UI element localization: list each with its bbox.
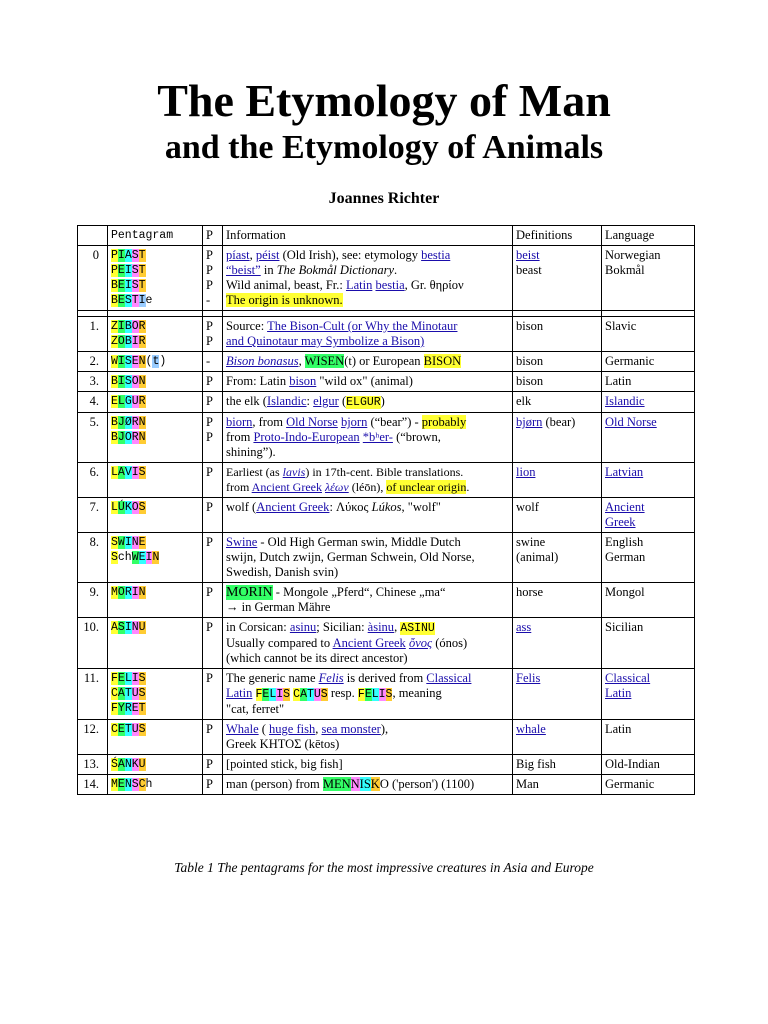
table-row [78, 720, 695, 755]
info-cell: [pointed stick, big fish] [223, 755, 513, 775]
definition-cell: horse [513, 583, 602, 618]
pentagram-cetus: CETUS [111, 723, 146, 736]
pentagram-bjorn-2: BJORN [111, 431, 146, 444]
link-felis[interactable]: Felis [318, 671, 344, 685]
pentagram-zobir: ZOBIR [111, 335, 146, 348]
row-number: 8. [78, 533, 108, 583]
header-p: P [203, 226, 223, 246]
row-number: 3. [78, 372, 108, 392]
info-cell: Swine - Old High German swin, Middle Dutch swijn, Dutch zwijn, German Schwein, Old Norse, Swedish, Danish svin) [223, 533, 513, 583]
language-cell [602, 392, 695, 413]
pentagram-schwein: SchWEIN [111, 551, 160, 564]
info-cell: The generic name Felis is derived from Classical Latin FELIS CATUS resp. FELIS, meaning "cat, ferret" [223, 669, 513, 720]
p-cell: P [203, 775, 223, 795]
link-classical-latin-2[interactable]: Latin [226, 686, 253, 700]
table-row [78, 246, 695, 311]
pentagram-wisen: WISEN(t) [111, 355, 167, 368]
pentagram-cell [108, 669, 203, 720]
p-cell: P [203, 498, 223, 533]
link-def-beist[interactable]: beist [516, 248, 540, 262]
language-cell: Slavic [602, 317, 695, 352]
pentagram-lavis: LAVIS [111, 466, 146, 479]
pentagram-cell [108, 392, 203, 413]
pentagram-cell [108, 583, 203, 618]
p-cell: P [203, 533, 223, 583]
definition-cell [513, 618, 602, 669]
p-cell: P [203, 392, 223, 413]
row-number: 14. [78, 775, 108, 795]
pentagram-cell [108, 720, 203, 755]
language-cell: Germanic [602, 775, 695, 795]
link-lang-latvian[interactable]: Latvian [605, 465, 644, 479]
pentagram-cell [108, 246, 203, 311]
link-bher[interactable]: *bʰer- [362, 430, 393, 444]
language-cell: Latin [602, 720, 695, 755]
link-leon[interactable]: λέων [324, 480, 349, 494]
link-onos[interactable]: ὄνος [408, 636, 433, 650]
info-cell: Whale ( huge fish, sea monster), Greek ΚΗΤΟΣ (kētos) [223, 720, 513, 755]
row-number: 13. [78, 755, 108, 775]
language-cell: Mongol [602, 583, 695, 618]
row-number: 5. [78, 413, 108, 463]
pentagram-bison: BISON [111, 375, 146, 388]
language-cell: Old-Indian [602, 755, 695, 775]
table-row [78, 498, 695, 533]
pentagram-cell [108, 533, 203, 583]
link-bestia-2[interactable]: bestia [375, 278, 405, 292]
definition-cell: bison [513, 317, 602, 352]
info-cell: biorn, from Old Norse bjorn (“bear”) - probably from Proto-Indo-European *bʰer- (“brown, shining”). [223, 413, 513, 463]
pentagram-mensch: MENSCh [111, 778, 153, 791]
table-row [78, 533, 695, 583]
definition-cell: Big fish [513, 755, 602, 775]
language-cell [602, 498, 695, 533]
definition-cell: swine (animal) [513, 533, 602, 583]
table-row [78, 463, 695, 498]
language-cell: Germanic [602, 352, 695, 372]
pentagram-cell [108, 755, 203, 775]
pentagram-piast: PIAST [111, 249, 146, 262]
header-language: Language [602, 226, 695, 246]
definition-cell: beist beast [513, 246, 602, 311]
link-bison-cult[interactable]: The Bison-Cult (or Why the Minotaur [267, 319, 458, 333]
p-cell: P P [203, 413, 223, 463]
pentagram-sanku: ŚANKU [111, 758, 146, 771]
info-cell: píast, péist (Old Irish), see: etymology bestia “beist” in The Bokmål Dictionary. Wild animal, beast, Fr.: Latin bestia, Gr. θηρίον The origin is unknown. [223, 246, 513, 311]
p-cell: P [203, 618, 223, 669]
table-row [78, 618, 695, 669]
link-old-norse[interactable]: Old Norse [286, 415, 338, 429]
info-cell: wolf (Ancient Greek: Λύκος Lúkos, "wolf" [223, 498, 513, 533]
pentagram-cell [108, 317, 203, 352]
info-cell: MORIN - Mongole „Pferd“, Chinese „ma“ → in German Mähre [223, 583, 513, 618]
p-cell: P P P - [203, 246, 223, 311]
p-cell: P [203, 755, 223, 775]
definition-cell: bjørn (bear) [513, 413, 602, 463]
table-caption: Table 1 The pentagrams for the most impressive creatures in Asia and Europe [174, 860, 594, 875]
definition-cell: wolf [513, 498, 602, 533]
p-cell: P [203, 463, 223, 498]
link-islandic[interactable]: Islandic [266, 394, 307, 408]
author: Joannes Richter [328, 190, 440, 207]
pentagram-felis: FELIS [111, 672, 146, 685]
p-cell: P [203, 669, 223, 720]
link-latin[interactable]: Latin [345, 278, 373, 292]
link-bison-cult-2[interactable]: and Quinotaur may Symbolize a Bison) [226, 334, 425, 348]
link-classical-latin[interactable]: Classical [426, 671, 472, 685]
pentagram-cell [108, 352, 203, 372]
row-number: 7. [78, 498, 108, 533]
origin-unknown-highlight: The origin is unknown. [226, 293, 343, 307]
pentagram-asinu: ASINU [111, 621, 146, 634]
table-row [78, 775, 695, 795]
link-ancient-greek[interactable]: Ancient Greek [251, 480, 322, 494]
pentagram-swine: SWINE [111, 536, 146, 549]
pentagram-cell [108, 618, 203, 669]
page-subtitle: and the Etymology of Animals [164, 129, 604, 166]
p-cell: - [203, 352, 223, 372]
table-row [78, 392, 695, 413]
p-cell: P P [203, 317, 223, 352]
definition-cell [513, 669, 602, 720]
info-cell: Earliest (as lavis) in 17th-cent. Bible translations. from Ancient Greek λέων (léōn), of unclear origin. [223, 463, 513, 498]
language-cell [602, 463, 695, 498]
link-def-bjorn[interactable]: bjørn [516, 415, 543, 429]
table-row [78, 583, 695, 618]
pentagram-catus: CATUS [111, 687, 146, 700]
definition-cell: elk [513, 392, 602, 413]
link-bison[interactable]: bison [289, 374, 317, 388]
link-bestia[interactable]: bestia [421, 248, 451, 262]
link-biorn[interactable]: biorn [226, 415, 253, 429]
row-number: 12. [78, 720, 108, 755]
table-row [78, 669, 695, 720]
link-asinu[interactable]: asinu [289, 620, 317, 634]
header-definitions: Definitions [513, 226, 602, 246]
definition-cell [513, 720, 602, 755]
link-lang-old-norse[interactable]: Old Norse [605, 415, 657, 429]
link-lang-islandic[interactable]: Islandic [605, 394, 645, 408]
felis-highlight: FELIS [255, 688, 291, 701]
felis-highlight-2: FELIS [357, 688, 393, 701]
p-cell: P [203, 583, 223, 618]
pentagram-peist: PEIST [111, 264, 146, 277]
link-piast[interactable]: píast [226, 248, 250, 262]
link-huge-fish[interactable]: huge fish [269, 722, 316, 736]
row-number: 10. [78, 618, 108, 669]
info-cell: the elk (Islandic: elgur (ELGUR) [223, 392, 513, 413]
table-header-row [78, 226, 695, 246]
info-cell: Bison bonasus, WISEN(t) or European BISON [223, 352, 513, 372]
table-row [78, 372, 695, 392]
pentagram-morin: MORIN [111, 586, 146, 599]
etymology-table [77, 225, 695, 795]
row-number: 0 [78, 246, 108, 311]
row-number: 2. [78, 352, 108, 372]
language-cell: Latin [602, 372, 695, 392]
definition-cell: Man [513, 775, 602, 795]
table-row [78, 352, 695, 372]
link-lang-classical-latin[interactable]: Classical Latin [605, 671, 651, 700]
pentagram-zibor: ZIBOR [111, 320, 146, 333]
link-bison-bonasus[interactable]: Bison bonasus [226, 354, 299, 368]
link-def-lion[interactable]: lion [516, 465, 536, 479]
link-def-ass[interactable]: ass [516, 620, 532, 634]
info-cell: Source: The Bison-Cult (or Why the Minotaur and Quinotaur may Symbolize a Bison) [223, 317, 513, 352]
link-lavis[interactable]: lavis [282, 465, 306, 479]
pentagram-cell [108, 372, 203, 392]
header-num [78, 226, 108, 246]
link-swine[interactable]: Swine [226, 535, 258, 549]
language-cell: Norwegian Bokmål [602, 246, 695, 311]
link-proto-indo-european[interactable]: Proto-Indo-European [253, 430, 360, 444]
link-bjorn[interactable]: bjorn [340, 415, 368, 429]
definition-cell: bison [513, 352, 602, 372]
row-number: 6. [78, 463, 108, 498]
link-def-felis[interactable]: Felis [516, 671, 541, 685]
info-cell: in Corsican: asinu; Sicilian: àsinu, ASINU Usually compared to Ancient Greek ὄνος (ónos) (which cannot be its direct ancestor) [223, 618, 513, 669]
info-cell: man (person) from MENNISKO ('person') (1100) [223, 775, 513, 795]
header-information: Information [223, 226, 513, 246]
link-sea-monster[interactable]: sea monster [321, 722, 381, 736]
pentagram-cell [108, 413, 203, 463]
pentagram-cell [108, 498, 203, 533]
link-peist[interactable]: péist [255, 248, 280, 262]
pentagram-bestie: BESTIe [111, 294, 153, 307]
pentagram-fyret: FYRET [111, 702, 146, 715]
link-def-whale[interactable]: whale [516, 722, 546, 736]
language-cell: Sicilian [602, 618, 695, 669]
pentagram-beist: BEIST [111, 279, 146, 292]
table-row [78, 317, 695, 352]
link-elgur[interactable]: elgur [313, 394, 339, 408]
header-pentagram: Pentagram [108, 226, 203, 246]
link-whale[interactable]: Whale [226, 722, 259, 736]
definition-cell: bison [513, 372, 602, 392]
p-cell: P [203, 372, 223, 392]
mennisko-highlight: MENNISKO [322, 777, 389, 791]
row-number: 4. [78, 392, 108, 413]
language-cell [602, 669, 695, 720]
catus-highlight: CATUS [293, 688, 328, 701]
table-row [78, 755, 695, 775]
pentagram-cell [108, 775, 203, 795]
pentagram-lukos: LÚKOS [111, 501, 146, 514]
pentagram-cell [108, 463, 203, 498]
page-title: The Etymology of Man [157, 75, 611, 126]
link-ancient-greek-onos[interactable]: Ancient Greek [332, 636, 406, 650]
language-cell [602, 413, 695, 463]
pentagram-elgur: ELGUR [111, 395, 146, 408]
link-beist[interactable]: “beist” [226, 263, 261, 277]
row-number: 11. [78, 669, 108, 720]
row-number: 1. [78, 317, 108, 352]
table-row [78, 413, 695, 463]
pentagram-bjorn-1: BJØRN [111, 416, 146, 429]
link-asinu-sicilian[interactable]: àsinu [367, 620, 395, 634]
link-ancient-greek-wolf[interactable]: Ancient Greek [256, 500, 330, 514]
link-lang-ancient-greek[interactable]: Ancient Greek [605, 500, 645, 529]
row-number: 9. [78, 583, 108, 618]
definition-cell [513, 463, 602, 498]
language-cell: English German [602, 533, 695, 583]
info-cell: From: Latin bison "wild ox" (animal) [223, 372, 513, 392]
p-cell: P [203, 720, 223, 755]
